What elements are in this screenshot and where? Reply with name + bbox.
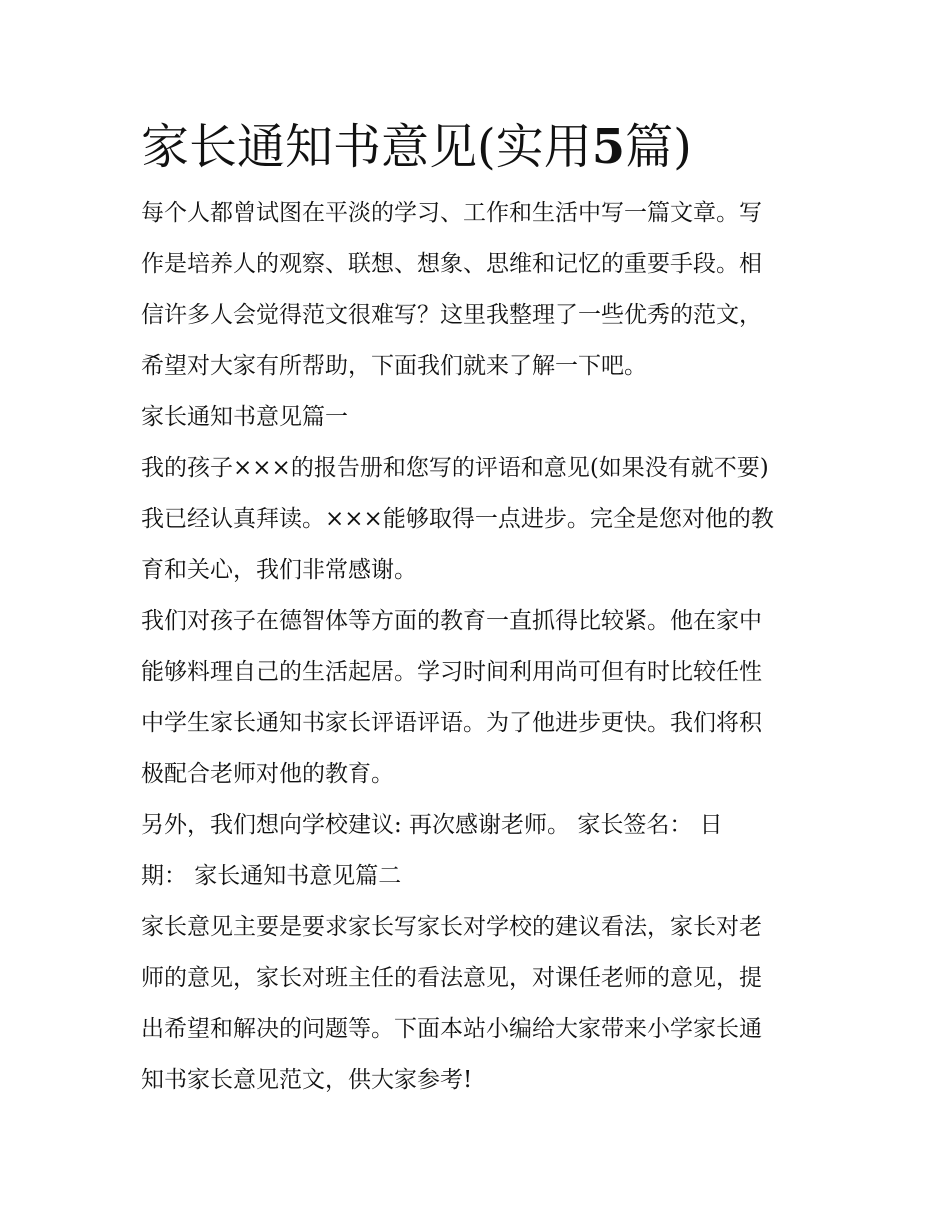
text-line: 家长通知书意见篇一: [141, 404, 348, 430]
text-line: 能够料理自己的生活起居。学习时间利用尚可但有时比较任性: [141, 659, 762, 685]
title-text-part1: 家长通知书意见(实用: [141, 119, 592, 175]
text-line: 希望对大家有所帮助，下面我们就来了解一下吧。: [141, 353, 647, 379]
text-line: 育和关心，我们非常感谢。: [141, 557, 417, 583]
text-line: 出希望和解决的问题等。下面本站小编给大家带来小学家长通: [141, 1016, 762, 1042]
paragraph-education: [141, 596, 816, 800]
title-number: 5: [591, 119, 626, 175]
text-line: 极配合老师对他的教育。: [141, 761, 394, 787]
text-line: 期： 家长通知书意见篇二: [141, 863, 402, 889]
text-line: 作是培养人的观察、联想、想象、思维和记忆的重要手段。相: [141, 251, 762, 277]
text-line: 我们对孩子在德智体等方面的教育一直抓得比较紧。他在家中: [141, 608, 762, 634]
text-line: 信许多人会觉得范文很难写？这里我整理了一些优秀的范文，: [141, 302, 762, 328]
text-line: 中学生家长通知书家长评语评语。为了他进步更快。我们将积: [141, 710, 762, 736]
paragraph-suggestion: [141, 800, 816, 902]
intro-paragraph: [141, 188, 816, 392]
text-line: 知书家长意见范文，供大家参考!: [141, 1067, 473, 1093]
text-line: 家长意见主要是要求家长写家长对学校的建议看法，家长对老: [141, 914, 762, 940]
text-line: 师的意见，家长对班主任的看法意见，对课任老师的意见，提: [141, 965, 762, 991]
text-line: 我的孩子×××的报告册和您写的评语和意见(如果没有就不要): [141, 455, 769, 481]
title-text-part3: 篇): [625, 119, 692, 175]
document-page: [141, 112, 816, 1106]
section-heading-1: [141, 392, 816, 443]
text-line: 我已经认真拜读。×××能够取得一点进步。完全是您对他的教: [141, 506, 774, 532]
text-line: 每个人都曾试图在平淡的学习、工作和生活中写一篇文章。写: [141, 200, 762, 226]
paragraph-parent-opinion: [141, 902, 816, 1106]
document-title: [141, 112, 816, 182]
text-line: 另外，我们想向学校建议: 再次感谢老师。 家长签名： 日: [141, 812, 723, 838]
paragraph-report: [141, 443, 816, 596]
